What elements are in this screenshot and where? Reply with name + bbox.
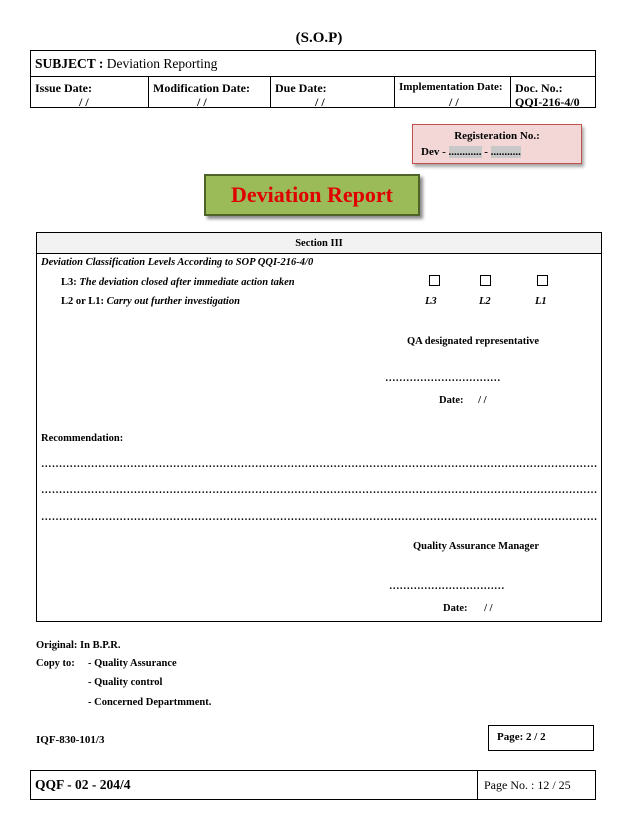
form-code: IQF-830-101/3 <box>36 734 105 746</box>
registration-label: Registeration No.: <box>454 130 540 142</box>
sop-title: (S.O.P) <box>295 30 343 46</box>
qa-manager-date <box>443 603 493 614</box>
issue-date-label: Issue Date: <box>35 81 92 95</box>
checkbox-l2[interactable] <box>480 275 491 286</box>
copy-recipient: - Concerned Departmment. <box>88 697 212 708</box>
modification-date-value: / / <box>197 95 207 109</box>
l2l1-code: L2 or L1: <box>61 296 104 307</box>
qa-rep-date <box>439 395 487 406</box>
copy-recipient: - Quality control <box>88 677 163 688</box>
l2l1-row <box>61 296 240 307</box>
subject-row <box>31 51 595 77</box>
modification-date-cell <box>149 77 271 108</box>
due-date-label: Due Date: <box>275 81 327 95</box>
qa-rep-date-value[interactable]: / / <box>478 395 487 406</box>
registration-box <box>412 124 582 164</box>
page-box <box>488 725 594 751</box>
copy-recipient: - Quality Assurance <box>88 658 177 669</box>
subject-value: Deviation Reporting <box>106 56 218 71</box>
qa-rep-signature[interactable]: …………………………… <box>385 373 501 384</box>
footer-code: QQF - 02 - 204/4 <box>35 777 131 792</box>
l3-code: L3: <box>61 277 77 288</box>
registration-number <box>421 146 521 158</box>
l2l1-text: Carry out further investigation <box>106 296 240 307</box>
report-title-box <box>204 174 420 216</box>
recommendation-line[interactable]: ………………………………………………………………………………………………………………………………………… <box>41 459 597 470</box>
implementation-date-label: Implementation Date: <box>399 81 503 93</box>
subject-label: SUBJECT : <box>35 56 104 71</box>
checkbox-l1[interactable] <box>537 275 548 286</box>
qa-manager-date-label: Date: <box>443 603 468 614</box>
footer-page-no: Page No. : 12 / 25 <box>484 778 571 792</box>
section-box <box>36 232 602 622</box>
qa-manager-date-value[interactable]: / / <box>484 603 493 614</box>
l3-row <box>61 277 295 288</box>
qa-rep-label: QA designated representative <box>407 336 540 347</box>
section-heading: Section III <box>37 233 601 254</box>
registration-blank-2[interactable]: ........... <box>490 146 521 158</box>
level-label-l1: L1 <box>535 296 547 307</box>
checkbox-l3[interactable] <box>429 275 440 286</box>
registration-blank-1[interactable]: ............ <box>448 146 482 158</box>
copy-to-label: Copy to: <box>36 658 75 669</box>
recommendation-line[interactable]: ………………………………………………………………………………………………………………………………………… <box>41 512 597 523</box>
modification-date-label: Modification Date: <box>153 81 250 95</box>
doc-no-label: Doc. No.: <box>515 81 563 95</box>
recommendation-line[interactable]: ………………………………………………………………………………………………………………………………………… <box>41 485 597 496</box>
classification-title: Deviation Classification Levels According to SOP QQI-216-4/0 <box>41 257 314 268</box>
due-date-cell <box>271 77 395 108</box>
doc-no-cell <box>511 77 595 108</box>
recommendation-label: Recommendation: <box>41 433 124 444</box>
issue-date-value: / / <box>79 95 89 109</box>
implementation-date-value: / / <box>449 95 459 109</box>
footer-table <box>30 770 596 800</box>
level-label-l2: L2 <box>479 296 491 307</box>
l3-text: The deviation closed after immediate action taken <box>79 277 295 288</box>
qa-rep-date-label: Date: <box>439 395 464 406</box>
registration-prefix: Dev - <box>421 146 446 158</box>
doc-no-value: QQI-216-4/0 <box>515 95 580 109</box>
original-note: Original: In B.P.R. <box>36 640 121 651</box>
footer-page-cell <box>477 771 596 799</box>
due-date-value: / / <box>315 95 325 109</box>
report-title: Deviation Report <box>231 182 393 207</box>
issue-date-cell <box>31 77 149 108</box>
qa-manager-signature[interactable]: …………………………… <box>389 581 505 592</box>
level-label-l3: L3 <box>425 296 437 307</box>
qa-manager-label: Quality Assurance Manager <box>413 541 539 552</box>
page-label: Page: 2 / 2 <box>497 731 546 743</box>
implementation-date-cell <box>395 77 511 108</box>
registration-separator: - <box>484 146 488 158</box>
header-table <box>30 50 596 108</box>
